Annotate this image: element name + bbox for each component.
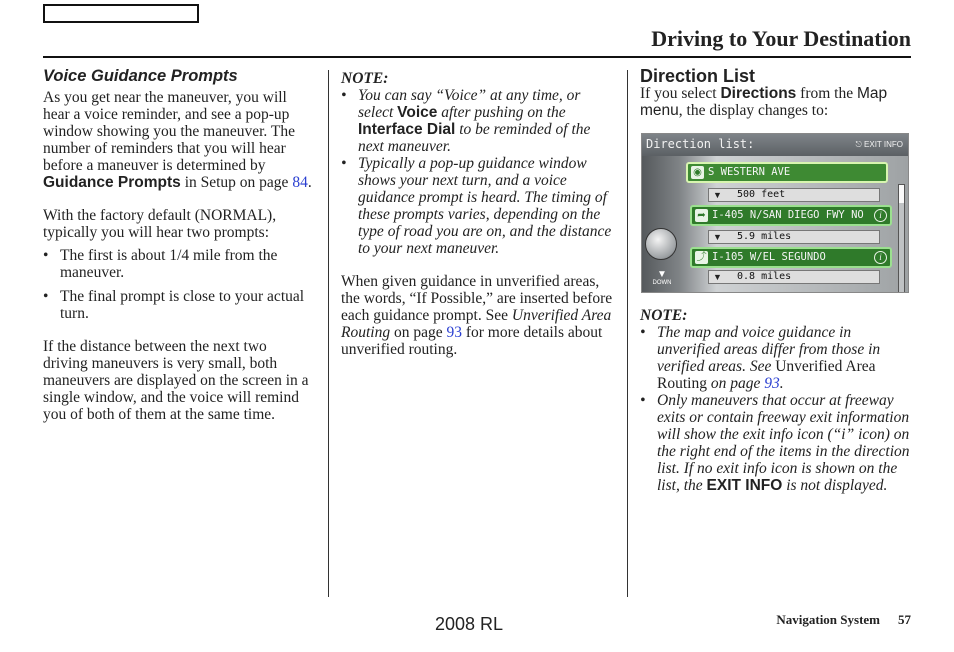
distance-label: 500 feet [737, 189, 786, 200]
text: on page [390, 324, 447, 341]
text: You can say “Voice” at any time, or select [358, 87, 581, 121]
page-link-84[interactable]: 84 [292, 174, 308, 191]
text: for more details about unverified routing. [341, 324, 603, 358]
note-label: NOTE: [640, 307, 688, 324]
paragraph: With the factory default (NORMAL), typically you will hear two prompts: [43, 207, 277, 241]
exit-info-icon[interactable]: i [874, 251, 887, 264]
note-label: NOTE: [341, 70, 389, 87]
section-heading-voice-guidance: Voice Guidance Prompts [43, 67, 238, 85]
text: When given guidance in unverified areas, the words, “If Possible,” are inserted before each guidance prompt. See [341, 273, 613, 324]
note-list [341, 87, 613, 257]
page-number: 57 [898, 612, 911, 627]
header-rule [43, 56, 911, 58]
list-item: • The first is about 1/4 mile from the maneuver. [43, 247, 315, 281]
page-link-93[interactable]: 93 [764, 375, 780, 392]
text: Only maneuvers that occur at freeway exits or contain freeway exit information will show the exit info icon (“i” icon) on the right end of the items in the direction list. If no exit info icon is shown on the list, the [657, 392, 910, 494]
footer-section-name: Navigation System [776, 612, 880, 627]
interface-dial-knob [645, 228, 677, 260]
map-menu-term: Map menu [640, 85, 888, 119]
exit-info-icon[interactable]: i [874, 209, 887, 222]
text: If you select [640, 85, 721, 102]
distance-row [708, 188, 880, 202]
list-item [341, 87, 613, 155]
paragraph [341, 273, 613, 358]
exit-ramp-icon: ⤴ [696, 252, 707, 263]
text: in Setup on page [180, 174, 293, 191]
down-button[interactable] [650, 270, 674, 286]
direction-item[interactable] [690, 205, 892, 226]
list-item [640, 324, 912, 392]
text: The map and voice guidance in unverified areas differ from those in verified areas. See [657, 324, 881, 375]
triangle-down-icon: ▼ [713, 232, 722, 242]
text: is not displayed. [782, 477, 888, 494]
distance-label: 0.8 miles [737, 271, 792, 282]
right-notes [640, 307, 912, 494]
right-turn-icon: ➦ [695, 209, 708, 222]
column-divider-1 [328, 70, 329, 597]
paragraph [640, 85, 912, 119]
text: from the [796, 85, 857, 102]
note-list [640, 324, 912, 494]
right-column [640, 68, 912, 119]
distance-row [708, 270, 880, 284]
exit-info-term: EXIT INFO [706, 477, 783, 494]
text: . [779, 375, 784, 392]
page-link-93[interactable]: 93 [446, 324, 462, 341]
list-item [640, 392, 912, 494]
unverified-area-routing-ref: Unverified Area Routing [341, 307, 612, 341]
footer-nav-label [776, 612, 911, 628]
bullet-list [43, 247, 315, 322]
model-year-label: 2008 RL [435, 614, 504, 634]
direction-list-screen [641, 133, 909, 293]
scrollbar-thumb[interactable] [899, 185, 904, 203]
direction-item-label: I-405 N/SAN DIEGO FWY NO [712, 209, 864, 221]
direction-item[interactable] [686, 162, 888, 183]
exit-icon: ⎋ [855, 140, 865, 149]
guidance-prompts-term: Guidance Prompts [43, 174, 181, 191]
paragraph: If the distance between the next two driving maneuvers is very small, both maneuvers are displayed on the screen in a single window, and the voice will remind you of both of them at the same time. [43, 338, 309, 423]
destination-icon: ◉ [691, 166, 704, 179]
down-label: DOWN [652, 280, 672, 286]
section-heading-direction-list: Direction List [640, 66, 756, 86]
screen-header [642, 134, 908, 156]
direction-item-label: S WESTERN AVE [708, 166, 791, 178]
text: to be reminded of the next maneuver. [358, 121, 591, 155]
directions-term: Directions [720, 85, 797, 102]
screen-title: Direction list: [646, 137, 755, 151]
interface-dial-term: Interface Dial [358, 121, 456, 138]
exit-info-label: EXIT INFO [864, 140, 903, 149]
direction-item[interactable] [690, 247, 892, 268]
middle-column [341, 70, 613, 358]
list-item: • The final prompt is close to your actual turn. [43, 288, 315, 322]
text: . [307, 174, 312, 191]
header-box [43, 4, 199, 23]
direction-item-label: I-105 W/EL SEGUNDO [712, 251, 826, 263]
voice-term: Voice [397, 104, 438, 121]
distance-row [708, 230, 880, 244]
unverified-area-routing-ref: Unverified Area Routing [657, 358, 876, 392]
paragraph [43, 89, 315, 191]
text: As you get near the maneuver, you will hear a voice reminder, and see a pop-up window showing you the maneuver. The number of reminders that you will hear before a maneuver is determined by [43, 89, 295, 174]
screen-scrollbar[interactable] [898, 184, 905, 293]
list-item: • Typically a pop-up guidance window shows your next turn, and a voice guidance prompt is heard. The timing of these prompts varies, depending on the type of road you are on, and the distance to your next maneuver. [341, 155, 613, 257]
text: on page [706, 375, 765, 392]
text: after pushing on the [437, 104, 566, 121]
column-divider-2 [627, 70, 628, 597]
screen-body [642, 156, 908, 293]
text: , the display changes to: [678, 102, 829, 119]
triangle-down-icon: ▼ [713, 190, 722, 200]
distance-label: 5.9 miles [737, 231, 792, 242]
exit-info-button[interactable] [855, 140, 903, 150]
page-title: Driving to Your Destination [651, 26, 911, 51]
triangle-down-icon: ▼ [713, 272, 722, 282]
left-column [43, 68, 315, 423]
triangle-down-icon: ▼ [657, 269, 667, 280]
